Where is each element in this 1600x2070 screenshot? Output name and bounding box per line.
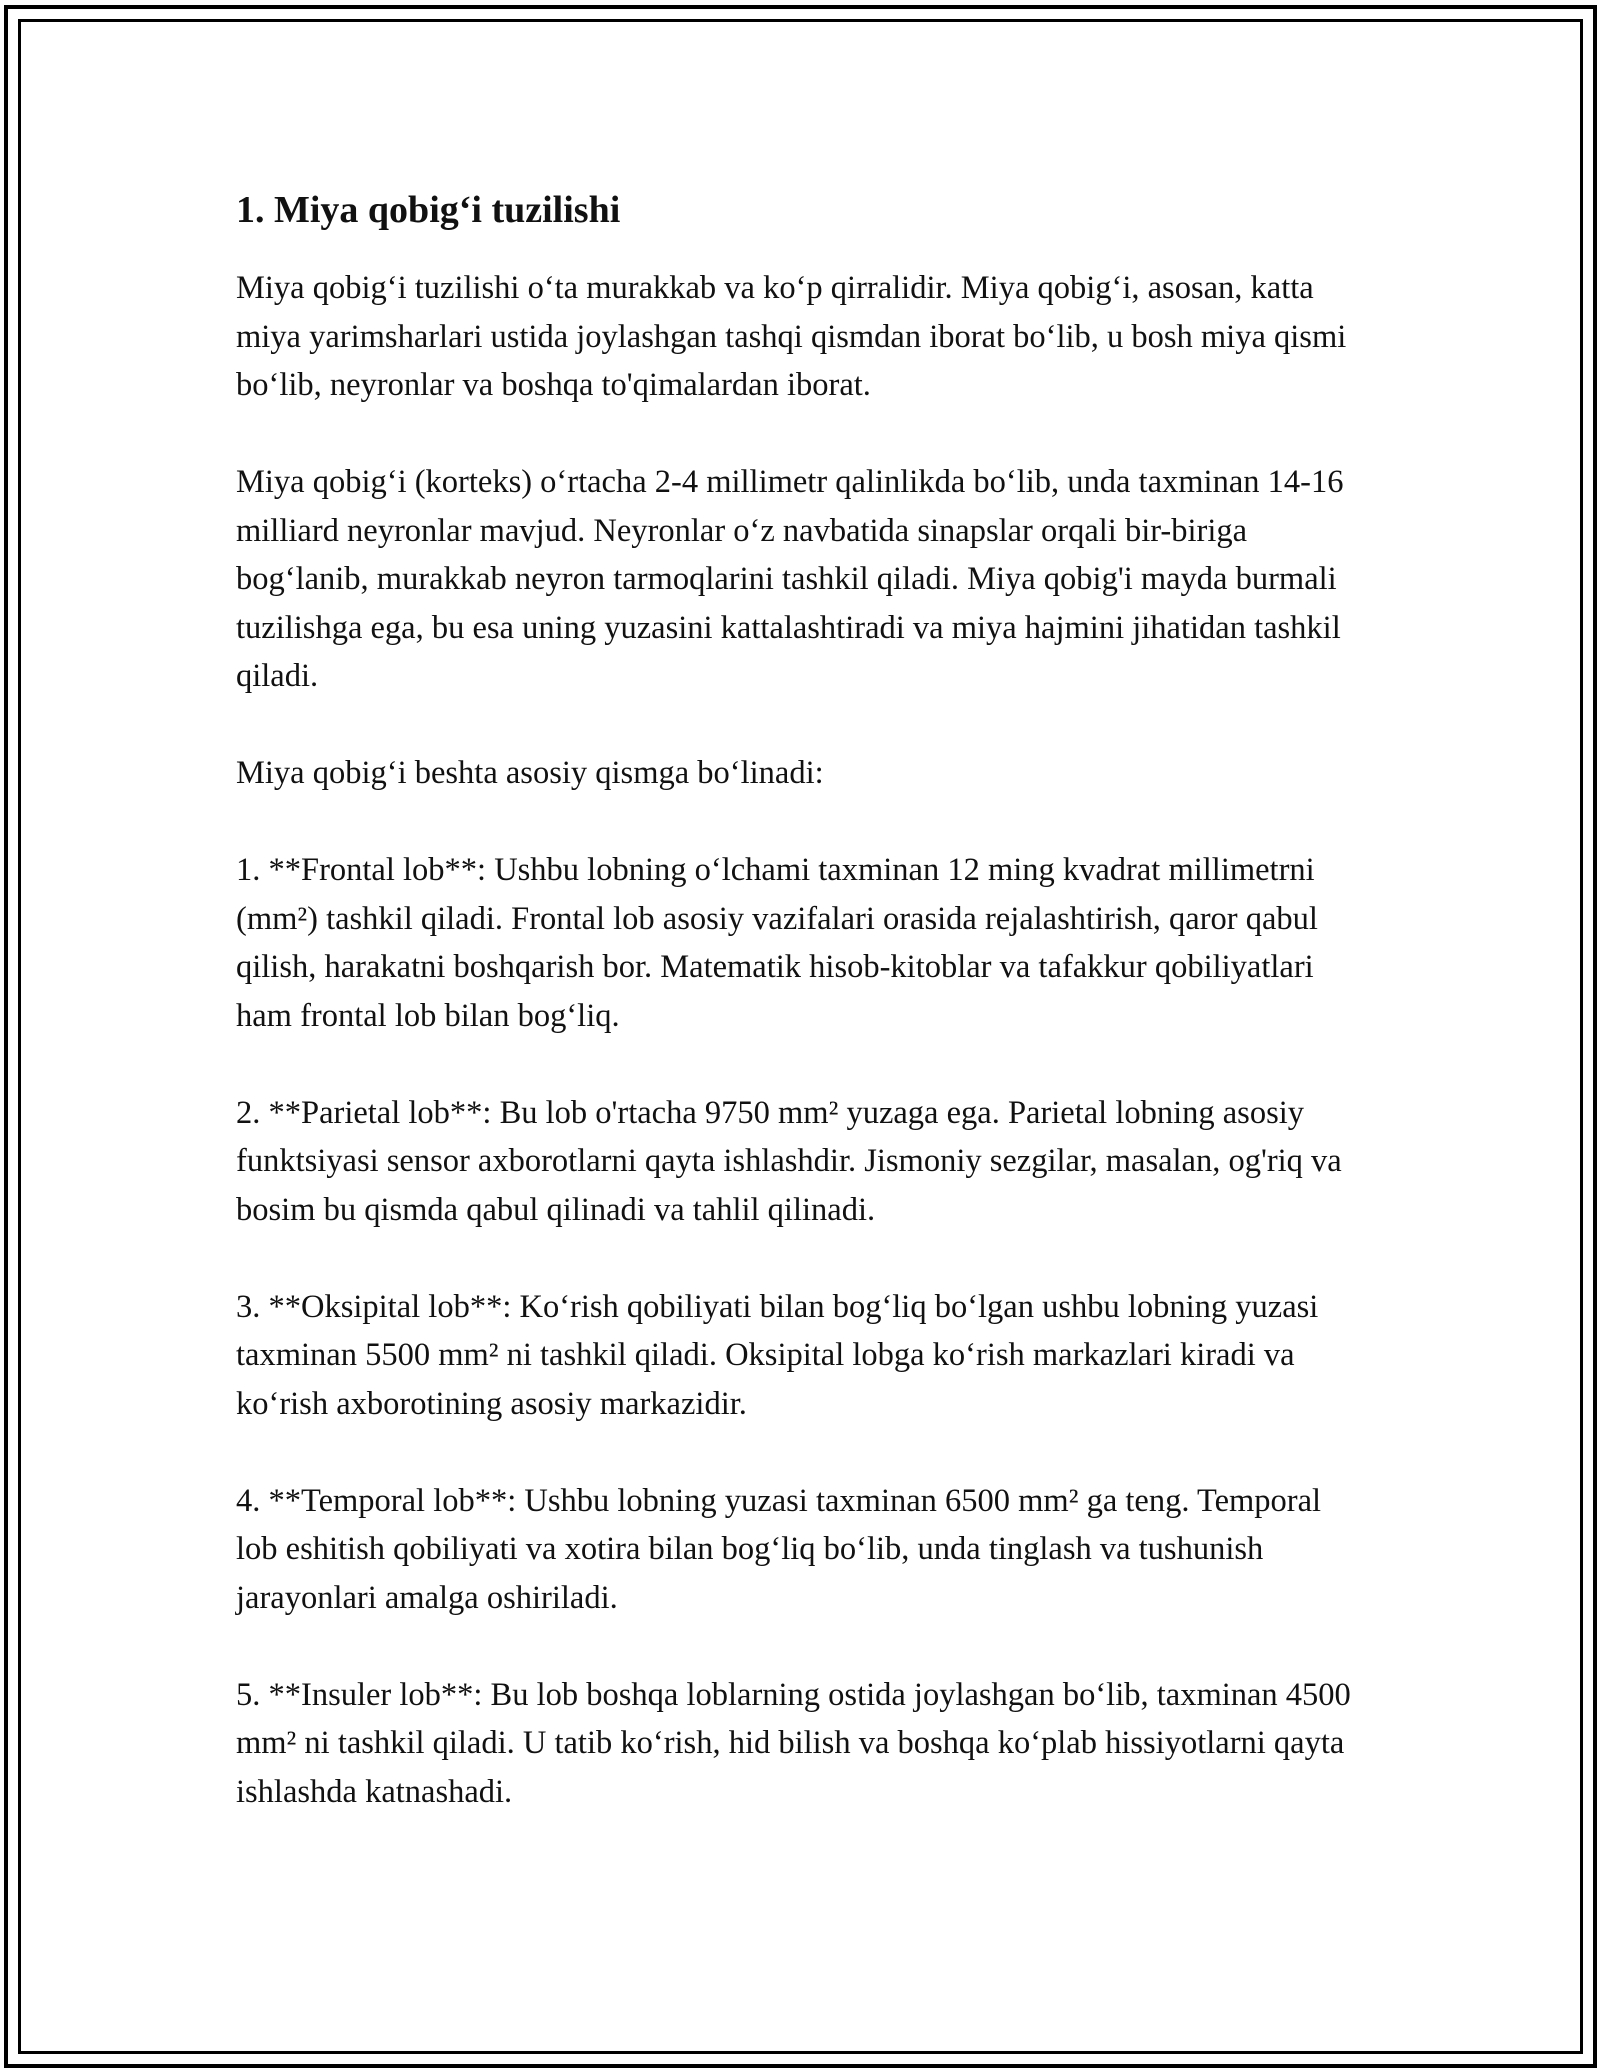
lobes-intro-paragraph: Miya qobig‘i beshta asosiy qismga bo‘linadi: <box>236 755 824 791</box>
frontal-lobe-item: 1. **Frontal lob**: Ushbu lobning o‘lchami taxminan 12 ming kvadrat millimetrni (mm²) tashkil qiladi. Frontal lob asosiy vazifalari orasida rejalashtirish, qaror qabul qilish, harakatni boshqarish bor. Matematik hisob-kitoblar va tafakkur qobiliyatlari ham frontal lob bilan bog‘liq. <box>236 852 1318 1034</box>
cortex-details-paragraph: Miya qobig‘i (korteks) o‘rtacha 2-4 millimetr qalinlikda bo‘lib, unda taxminan 14-16 milliard neyronlar mavjud. Neyronlar o‘z navbatida sinapslar orqali bir-biriga bog‘lanib, murakkab neyron tarmoqlarini tashkil qiladi. Miya qobig'i mayda burmali tuzilishga ega, bu esa uning yuzasini kattalashtiradi va miya hajmini jihatidan tashkil qiladi. <box>236 464 1344 694</box>
document-body <box>236 186 1366 1865</box>
intro-paragraph: Miya qobig‘i tuzilishi o‘ta murakkab va ko‘p qirralidir. Miya qobig‘i, asosan, katta miya yarimsharlari ustida joylashgan tashqi qismdan iborat bo‘lib, u bosh miya qismi bo‘lib, neyronlar va boshqa to'qimalardan iborat. <box>236 270 1347 403</box>
parietal-lobe-item: 2. **Parietal lob**: Bu lob o'rtacha 9750 mm² yuzaga ega. Parietal lobning asosiy funktsiyasi sensor axborotlarni qayta ishlashdir. Jismoniy sezgilar, masalan, og'riq va bosim bu qismda qabul qilinadi va tahlil qilinadi. <box>236 1094 1342 1228</box>
section-title: 1. Miya qobig‘i tuzilishi <box>236 189 621 231</box>
occipital-lobe-item: 3. **Oksipital lob**: Ko‘rish qobiliyati bilan bog‘liq bo‘lgan ushbu lobning yuzasi taxminan 5500 mm² ni tashkil qiladi. Oksipital lobga ko‘rish markazlari kiradi va ko‘rish axborotining asosiy markazidir. <box>236 1288 1319 1422</box>
temporal-lobe-item: 4. **Temporal lob**: Ushbu lobning yuzasi taxminan 6500 mm² ga teng. Temporal lob eshitish qobiliyati va xotira bilan bog‘liq bo‘lib, unda tinglash va tushunish jarayonlari amalga oshiriladi. <box>236 1482 1322 1616</box>
insular-lobe-item: 5. **Insuler lob**: Bu lob boshqa loblarning ostida joylashgan bo‘lib, taxminan 4500 mm² ni tashkil qiladi. U tatib ko‘rish, hid bilish va boshqa ko‘plab hissiyotlarni qayta ishlashda katnashadi. <box>236 1676 1351 1810</box>
